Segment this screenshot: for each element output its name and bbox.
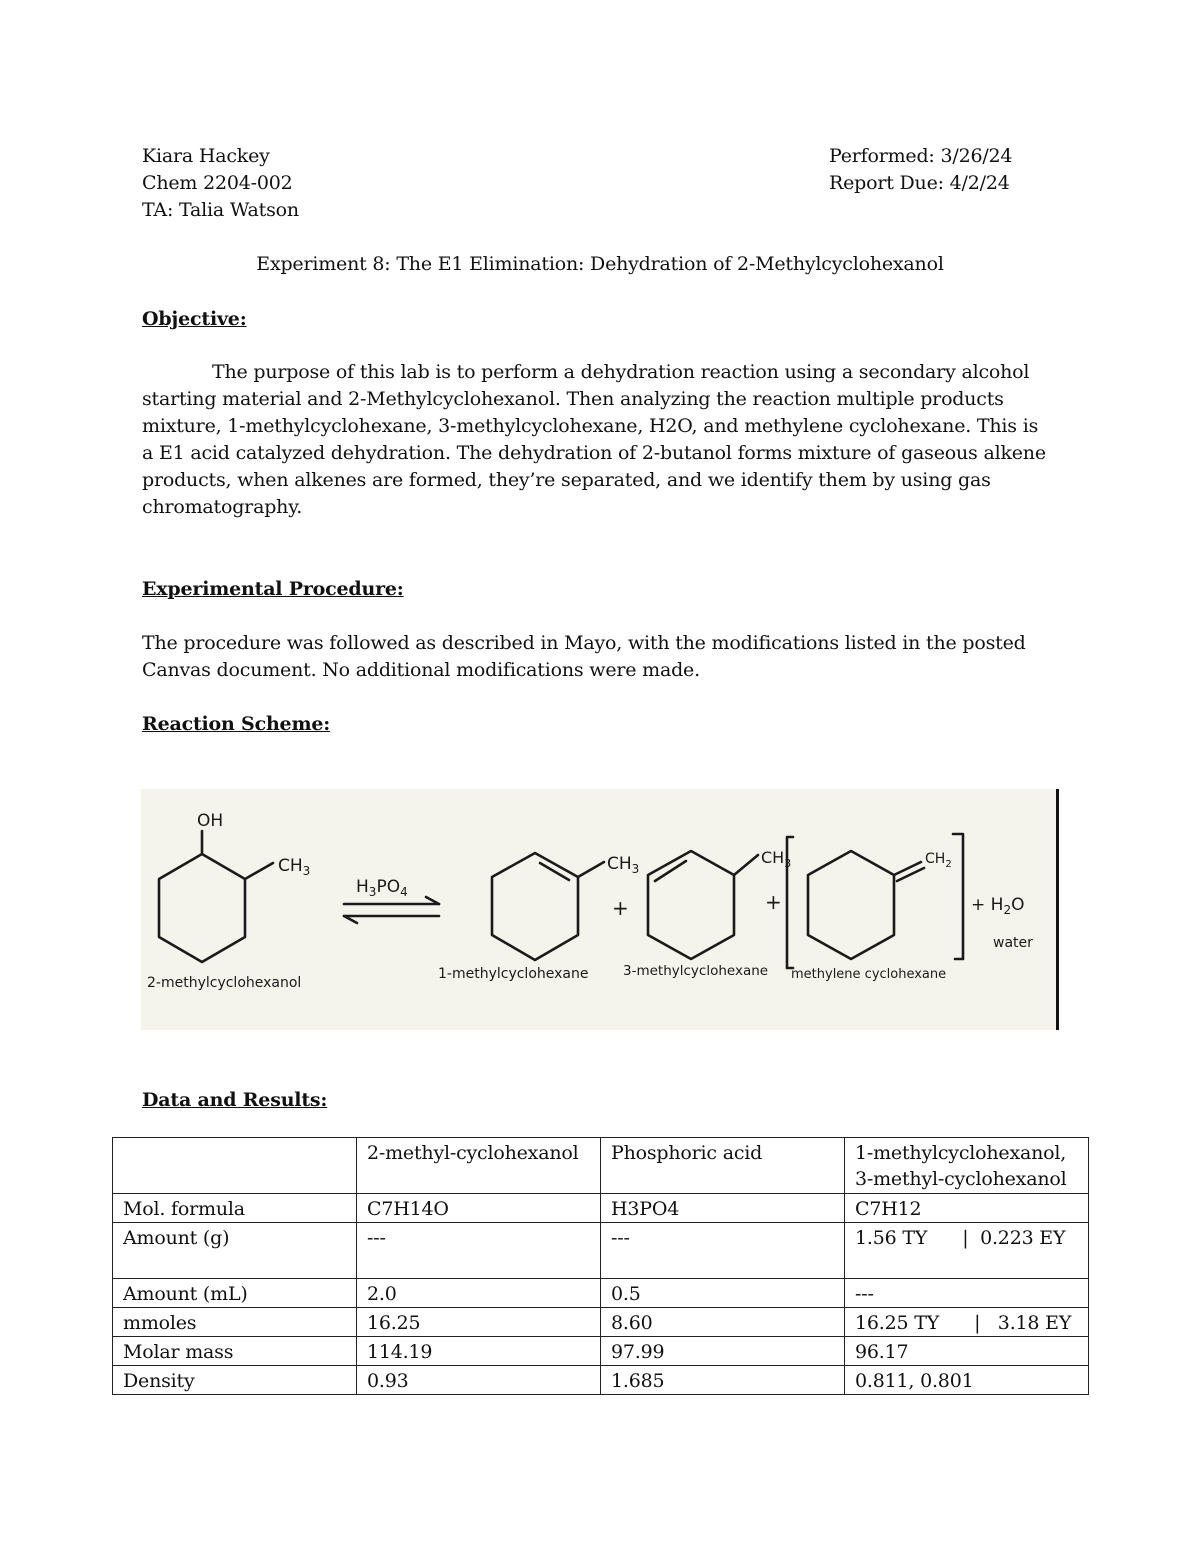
performed-date: Performed: 3/26/24: [829, 145, 1013, 167]
reactant-ring: [159, 854, 245, 962]
table-cell: 8.60: [601, 1308, 845, 1337]
product3-name-label: methylene cyclohexane: [791, 967, 947, 982]
table-cell: 0.5: [601, 1279, 845, 1308]
product3-ch2-label: $CH_2$: [925, 851, 952, 870]
row-label: Molar mass: [113, 1337, 357, 1366]
objective-line: products, when alkenes are formed, they’re separated, and we identify them by using gas: [142, 469, 991, 491]
table-cell: C7H12: [845, 1194, 1089, 1223]
product2-ch3-label: $CH_3$: [761, 848, 792, 870]
product1-name-label: 1-methylcyclohexane: [438, 966, 589, 982]
table-cell: H3PO4: [601, 1194, 845, 1223]
objective-heading: Objective:: [142, 308, 247, 330]
objective-line: starting material and 2-Methylcyclohexanol. Then analyzing the reaction multiple products: [142, 388, 1004, 410]
procedure-heading: Experimental Procedure:: [142, 578, 404, 600]
table-row: [113, 1337, 1089, 1366]
row-label: Mol. formula: [113, 1194, 357, 1223]
reaction-scheme-drawing: [141, 789, 1056, 1030]
table-header-cell: Phosphoric acid: [601, 1138, 845, 1194]
procedure-line: Canvas document. No additional modifications were made.: [142, 659, 700, 681]
report-due-date: Report Due: 4/2/24: [829, 172, 1010, 194]
table-cell: 16.25: [357, 1308, 601, 1337]
product3-ring: [808, 851, 894, 959]
water-name-label: water: [993, 935, 1033, 951]
objective-paragraph: [142, 359, 1062, 521]
procedure-line: The procedure was followed as described in Mayo, with the modifications listed in the posted: [142, 632, 1026, 654]
table-cell: 1.56 TY | 0.223 EY: [845, 1223, 1089, 1279]
author-name: Kiara Hackey: [142, 145, 270, 167]
table-cell: 1.685: [601, 1366, 845, 1395]
table-row: [113, 1194, 1089, 1223]
plus-sign-1: +: [612, 896, 629, 920]
water-product-label: + $H_2O$: [971, 895, 1025, 917]
ta-name: TA: Talia Watson: [142, 199, 299, 221]
plus-sign-2: +: [765, 890, 782, 914]
product2-name-label: 3-methylcyclohexane: [623, 963, 769, 979]
table-header-row: [113, 1138, 1089, 1194]
table-cell: 96.17: [845, 1337, 1089, 1366]
procedure-paragraph: [142, 630, 1062, 684]
oh-group-label: OH: [197, 811, 224, 831]
table-row: [113, 1308, 1089, 1337]
product1-ch3-label: $CH_3$: [607, 854, 640, 876]
table-header-cell: [113, 1138, 357, 1194]
table-cell: C7H14O: [357, 1194, 601, 1223]
table-cell: 97.99: [601, 1337, 845, 1366]
row-label: Density: [113, 1366, 357, 1395]
results-heading: Data and Results:: [142, 1089, 328, 1111]
table-cell: 16.25 TY | 3.18 EY: [845, 1308, 1089, 1337]
reaction-scheme-heading: Reaction Scheme:: [142, 713, 331, 735]
table-row: [113, 1366, 1089, 1395]
row-label: Amount (mL): [113, 1279, 357, 1308]
table-row: [113, 1279, 1089, 1308]
table-cell: ---: [601, 1223, 845, 1279]
reaction-scheme-image: [141, 789, 1059, 1030]
product2-ring: [648, 851, 734, 959]
objective-line: The purpose of this lab is to perform a dehydration reaction using a secondary alcohol: [212, 361, 1030, 383]
table-header-cell: 2-methyl-cyclohexanol: [357, 1138, 601, 1194]
catalyst-label: $H_3PO_4$: [356, 877, 408, 899]
objective-line: chromatography.: [142, 496, 303, 518]
product1-ring: [492, 853, 578, 960]
table-cell: 114.19: [357, 1337, 601, 1366]
table-cell: 0.93: [357, 1366, 601, 1395]
table-row: [113, 1223, 1089, 1279]
row-label: Amount (g): [113, 1223, 357, 1279]
reactant-name-label: 2-methylcyclohexanol: [147, 975, 302, 991]
table-cell: ---: [357, 1223, 601, 1279]
experiment-title: Experiment 8: The E1 Elimination: Dehydration of 2-Methylcyclohexanol: [256, 253, 944, 275]
course-code: Chem 2204-002: [142, 172, 293, 194]
objective-line: mixture, 1-methylcyclohexane, 3-methylcyclohexane, H2O, and methylene cyclohexane. This is: [142, 415, 1039, 437]
table-cell: 0.811, 0.801: [845, 1366, 1089, 1395]
row-label: mmoles: [113, 1308, 357, 1337]
table-cell: ---: [845, 1279, 1089, 1308]
reactant-ch3-label: $CH_3$: [278, 856, 311, 878]
results-table: [112, 1137, 1089, 1395]
table-header-cell: 1-methylcyclohexanol, 3-methyl-cyclohexanol: [845, 1138, 1089, 1194]
table-cell: 2.0: [357, 1279, 601, 1308]
objective-line: a E1 acid catalyzed dehydration. The dehydration of 2-butanol forms mixture of gaseous alkene: [142, 442, 1046, 464]
